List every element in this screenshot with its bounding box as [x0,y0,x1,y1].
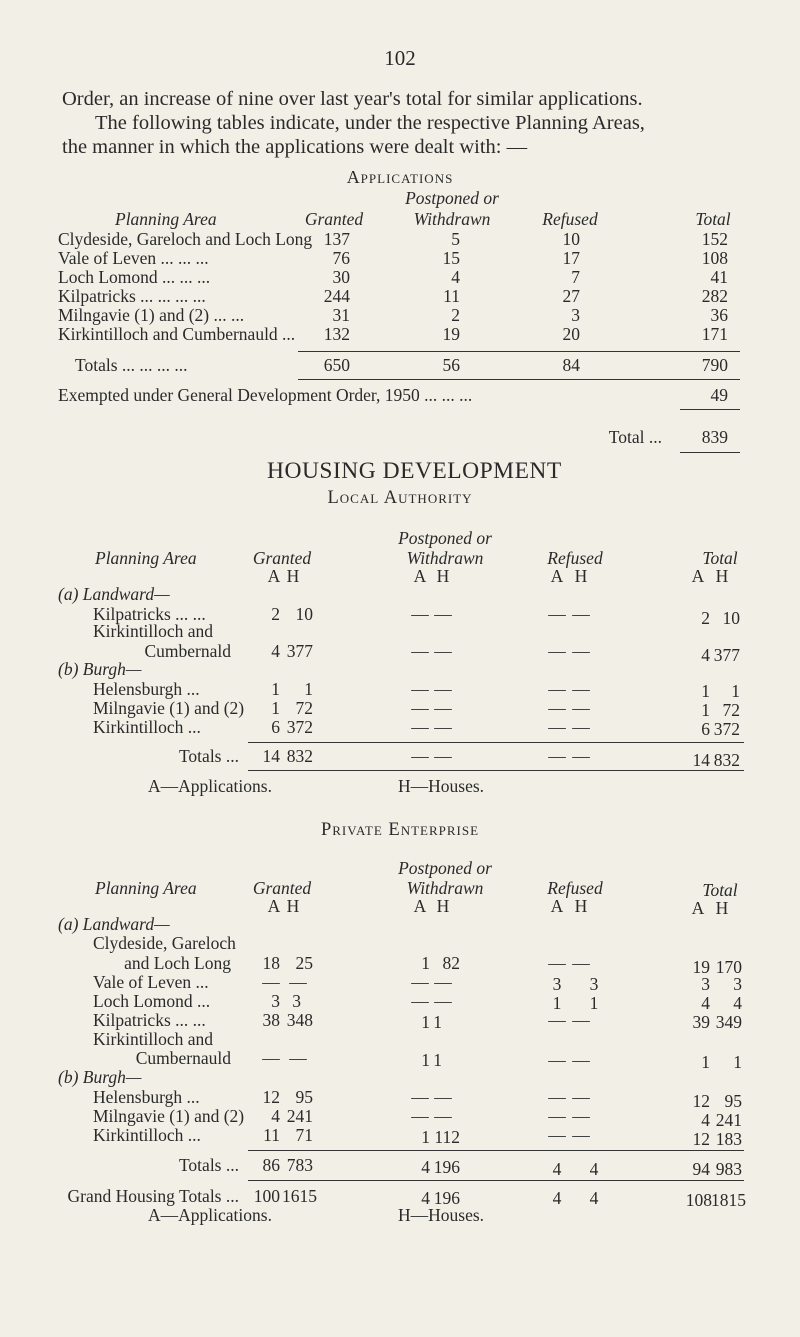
pe-row-area-line1: Kirkintilloch and [93,1029,214,1049]
la-header-refused-h: H [574,566,588,586]
la-row-ta: 2 [701,608,710,628]
la-row-area: Helensburgh ... [93,679,200,699]
pe-row-pa: 1 [421,1012,430,1032]
pe-header-granted-h: H [286,896,300,916]
la-row-rh: — [572,604,590,624]
pe-row-ph: — [434,1106,452,1126]
apps-row-granted: 244 [323,286,350,306]
pe-row-ph: 82 [442,953,460,973]
la-totals-rule [248,742,744,743]
la-row-ph: — [434,679,452,699]
la-burgh-label: (b) Burgh— [58,659,142,679]
la-row-gh: 377 [286,641,313,661]
pe-row-area-line1: Clydeside, Gareloch [93,933,236,953]
la-totals-bottom-rule [248,770,744,771]
la-row-rh: — [572,641,590,661]
la-row-gh: 372 [286,717,313,737]
pe-row-ra: — [548,1010,566,1030]
grand-totals-gh: 1615 [282,1186,317,1206]
pe-row-rh: — [572,1125,590,1145]
intro-line-2: The following tables indicate, under the respective Planning Areas, [95,112,645,134]
pe-row-ph: — [434,991,452,1011]
apps-totals-refused: 84 [562,355,580,375]
pe-totals-rh: 4 [589,1159,599,1179]
apps-row-area: Vale of Leven ... ... ... [58,248,209,268]
grand-totals-ga: 100 [253,1186,280,1206]
pe-row-ph: 112 [434,1127,460,1147]
pe-header-total-h: H [715,898,729,918]
pe-row-ta: 12 [692,1129,710,1149]
la-row-pa: — [411,641,429,661]
exempted-value: 49 [710,385,728,405]
pe-row-th: 3 [733,974,742,994]
la-row-ga: 1 [271,698,280,718]
pe-row-th: 170 [715,957,742,977]
apps-row-total: 282 [701,286,728,306]
pe-row-pa: — [411,1106,429,1126]
pe-row-rh: 3 [589,974,599,994]
pe-row-pa: — [411,1087,429,1107]
la-header-granted: Granted [252,548,312,568]
la-row-pa: — [411,604,429,624]
pe-row-rh: 1 [589,993,599,1013]
pe-row-th: 241 [715,1110,742,1130]
apps-totals-granted: 650 [323,355,350,375]
apps-row-refused: 17 [562,248,580,268]
apps-totals-bottom-rule [298,379,740,380]
apps-header-area: Planning Area [115,209,217,229]
apps-row-granted: 76 [332,248,350,268]
la-row-ta: 1 [701,681,710,701]
apps-row-refused: 3 [571,305,580,325]
apps-row-refused: 20 [562,324,580,344]
intro-line-3: the manner in which the applications were dealt with: — [62,136,528,158]
apps-row-refused: 7 [571,267,580,287]
grand-totals-rh: 4 [589,1188,599,1208]
pe-totals-ta: 94 [692,1159,710,1179]
la-header-total: Total [702,548,738,568]
la-header-total-a: A [691,566,705,586]
pe-totals-pa: 4 [421,1157,430,1177]
pe-row-ta: 12 [692,1091,710,1111]
intro-line-1: Order, an increase of nine over last year's total for similar applications. [62,88,643,110]
apps-grand-rule [680,452,740,453]
grand-totals-label: Grand Housing Totals ... [67,1186,239,1206]
pe-row-pa: 1 [421,1127,430,1147]
la-row-ph: — [434,717,452,737]
pe-landward-label: (a) Landward— [58,914,170,934]
la-header-postponed-h: H [436,566,450,586]
apps-row-area: Clydeside, Gareloch and Loch Long [58,229,313,249]
la-row-ga: 4 [271,641,280,661]
pe-header-postponed-2: Withdrawn [406,878,484,898]
pe-header-total: Total [702,880,738,900]
pe-row-ga: — [262,1048,280,1068]
la-row-gh: 1 [304,679,313,699]
pe-header-postponed-h: H [436,896,450,916]
apps-grand-value: 839 [701,427,728,447]
la-row-area: Cumbernald [144,641,231,661]
pe-row-area: Cumbernauld [135,1048,231,1068]
pe-row-gh: 348 [286,1010,313,1030]
pe-row-th: 95 [724,1091,742,1111]
la-row-area: Kirkintilloch ... [93,717,201,737]
la-totals-ph: — [434,746,452,766]
la-totals-pa: — [411,746,429,766]
pe-row-area: Helensburgh ... [93,1087,200,1107]
la-header-refused: Refused [547,548,603,568]
apps-row-postponed: 19 [442,324,460,344]
apps-row-total: 41 [710,267,728,287]
pe-totals-rule [248,1150,744,1151]
pe-header-postponed-1: Postponed or [398,858,492,878]
la-header-postponed-2: Withdrawn [406,548,484,568]
pe-row-rh: — [572,953,590,973]
pe-row-ga: 4 [271,1106,280,1126]
exempted-rule [680,409,740,410]
la-row-ga: 2 [271,604,280,624]
la-totals-ga: 14 [262,746,280,766]
pe-row-ta: 4 [701,1110,710,1130]
apps-row-postponed: 5 [451,229,460,249]
pe-header-area: Planning Area [95,878,197,898]
pe-legend-h: H—Houses. [398,1205,485,1225]
pe-row-ga: 3 [271,991,280,1011]
la-row-rh: — [572,698,590,718]
pe-row-area: and Loch Long [124,953,231,973]
apps-row-area: Loch Lomond ... ... ... [58,267,211,287]
la-row-th: 372 [713,719,740,739]
la-row-th: 1 [731,681,740,701]
la-row-pa: — [411,717,429,737]
pe-row-area: Vale of Leven ... [93,972,209,992]
pe-row-th: 1 [733,1052,742,1072]
pe-row-gh: 25 [295,953,313,973]
pe-row-th: 4 [733,993,742,1013]
pe-row-pa: 1 [421,953,430,973]
la-header-refused-a: A [550,566,564,586]
la-row-ph: — [434,604,452,624]
pe-burgh-label: (b) Burgh— [58,1067,142,1087]
pe-row-ta: 39 [692,1012,710,1032]
pe-row-rh: — [572,1087,590,1107]
la-row-gh: 72 [295,698,313,718]
apps-grand-label: Total ... [608,427,662,447]
la-row-ra: — [548,717,566,737]
pe-header-granted: Granted [252,878,312,898]
la-legend-a: A—Applications. [148,776,272,796]
pe-row-ra: — [548,1050,566,1070]
pe-totals-gh: 783 [286,1155,313,1175]
grand-totals-ph: 196 [433,1188,460,1208]
la-row-pa: — [411,679,429,699]
pe-row-pa: 1 [421,1050,430,1070]
la-totals-rh: — [572,746,590,766]
la-row-pa: — [411,698,429,718]
pe-row-ra: — [548,1106,566,1126]
pe-row-th: 349 [715,1012,742,1032]
pe-totals-ph: 196 [433,1157,460,1177]
apps-row-granted: 132 [323,324,350,344]
pe-row-area: Loch Lomond ... [93,991,211,1011]
la-row-ra: — [548,604,566,624]
apps-row-postponed: 11 [443,286,460,306]
apps-totals-total: 790 [701,355,728,375]
page-number: 102 [384,46,416,70]
pe-row-area: Kilpatricks ... ... [93,1010,206,1030]
pe-row-area: Kirkintilloch ... [93,1125,201,1145]
la-row-rh: — [572,717,590,737]
pe-row-ga: 18 [262,953,280,973]
la-header-granted-a: A [267,566,281,586]
pe-row-gh: 95 [295,1087,313,1107]
exempted-label: Exempted under General Development Order, 1950 ... ... ... [58,385,473,405]
la-row-ta: 6 [701,719,710,739]
pe-row-gh: 241 [286,1106,313,1126]
la-header-total-h: H [715,566,729,586]
apps-header-postponed-1: Postponed or [405,188,499,208]
apps-row-granted: 30 [332,267,350,287]
la-landward-label: (a) Landward— [58,584,170,604]
la-row-th: 10 [722,608,740,628]
apps-totals-postponed: 56 [442,355,460,375]
la-row-ra: — [548,679,566,699]
grand-totals-ta: 108 [685,1190,712,1210]
pe-row-ga: 38 [262,1010,280,1030]
la-row-ga: 1 [271,679,280,699]
pe-header-refused-h: H [574,896,588,916]
pe-totals-bottom-rule [248,1180,744,1181]
la-header-postponed-1: Postponed or [398,528,492,548]
pe-row-ra: — [548,1087,566,1107]
apps-row-area: Kilpatricks ... ... ... ... [58,286,206,306]
pe-row-rh: — [572,1010,590,1030]
pe-row-ra: — [548,953,566,973]
la-row-area-line1: Kirkintilloch and [93,621,214,641]
grand-totals-pa: 4 [421,1188,430,1208]
la-totals-th: 832 [713,750,740,770]
pe-header-refused-a: A [550,896,564,916]
pe-row-ga: 12 [262,1087,280,1107]
la-row-ta: 1 [701,700,710,720]
apps-row-postponed: 4 [451,267,460,287]
pe-row-ra: — [548,1125,566,1145]
apps-row-granted: 31 [332,305,350,325]
apps-header-postponed-2: Withdrawn [413,209,491,229]
pe-row-ph: — [434,972,452,992]
la-header-granted-h: H [286,566,300,586]
pe-legend-a: A—Applications. [148,1205,272,1225]
la-row-th: 72 [722,700,740,720]
pe-row-ga: 11 [263,1125,280,1145]
la-totals-gh: 832 [286,746,313,766]
apps-row-area: Milngavie (1) and (2) ... ... [58,305,245,325]
apps-row-total: 152 [701,229,728,249]
pe-row-ta: 4 [701,993,710,1013]
pe-row-gh: — [289,972,307,992]
la-totals-ra: — [548,746,566,766]
pe-header-postponed-a: A [413,896,427,916]
pe-row-ta: 19 [692,957,710,977]
pe-row-ph: 1 [433,1012,442,1032]
pe-totals-label: Totals ... [178,1155,239,1175]
pe-row-th: 183 [715,1129,742,1149]
apps-header-granted: Granted [304,209,364,229]
grand-totals-ra: 4 [552,1188,562,1208]
applications-title: Applications [346,167,454,187]
grand-totals-th: 1815 [711,1190,746,1210]
pe-row-gh: 3 [292,991,301,1011]
pe-row-ta: 3 [701,974,710,994]
apps-row-refused: 27 [562,286,580,306]
pe-header-granted-a: A [267,896,281,916]
apps-row-postponed: 15 [442,248,460,268]
apps-header-refused: Refused [542,209,598,229]
la-header-postponed-a: A [413,566,427,586]
pe-row-ta: 1 [701,1052,710,1072]
apps-totals-label: Totals ... ... ... ... [75,355,188,375]
la-row-ra: — [548,641,566,661]
la-totals-ta: 14 [692,750,710,770]
la-row-ta: 4 [701,645,710,665]
pe-row-ga: — [262,972,280,992]
pe-row-ra: 3 [552,974,562,994]
pe-row-ph: — [434,1087,452,1107]
private-enterprise-title: Private Enterprise [320,820,480,840]
la-row-ph: — [434,698,452,718]
pe-row-pa: — [411,991,429,1011]
la-row-ga: 6 [271,717,280,737]
la-row-gh: 10 [295,604,313,624]
la-totals-label: Totals ... [178,746,239,766]
apps-row-postponed: 2 [451,305,460,325]
pe-row-rh: — [572,1106,590,1126]
pe-row-gh: — [289,1048,307,1068]
apps-totals-rule [298,351,740,352]
apps-header-total: Total [695,209,731,229]
la-legend-h: H—Houses. [398,776,485,796]
local-authority-title: Local Authority [327,488,473,508]
pe-row-rh: — [572,1050,590,1070]
pe-row-ra: 1 [552,993,562,1013]
la-header-area: Planning Area [95,548,197,568]
apps-row-area: Kirkintilloch and Cumbernauld ... [58,324,296,344]
pe-row-gh: 71 [295,1125,313,1145]
pe-header-refused: Refused [547,878,603,898]
la-row-rh: — [572,679,590,699]
pe-row-ph: 1 [433,1050,442,1070]
apps-row-total: 108 [701,248,728,268]
pe-row-pa: — [411,972,429,992]
pe-totals-ga: 86 [262,1155,280,1175]
housing-title: HOUSING DEVELOPMENT [267,458,562,484]
pe-totals-ra: 4 [552,1159,562,1179]
apps-row-granted: 137 [323,229,350,249]
la-row-th: 377 [713,645,740,665]
pe-totals-th: 983 [715,1159,742,1179]
la-row-area: Kilpatricks ... ... [93,604,206,624]
la-row-area: Milngavie (1) and (2) [93,698,245,718]
pe-header-total-a: A [691,898,705,918]
apps-row-refused: 10 [562,229,580,249]
apps-row-total: 36 [710,305,728,325]
apps-row-total: 171 [701,324,728,344]
pe-row-area: Milngavie (1) and (2) [93,1106,245,1126]
la-row-ra: — [548,698,566,718]
la-row-ph: — [434,641,452,661]
